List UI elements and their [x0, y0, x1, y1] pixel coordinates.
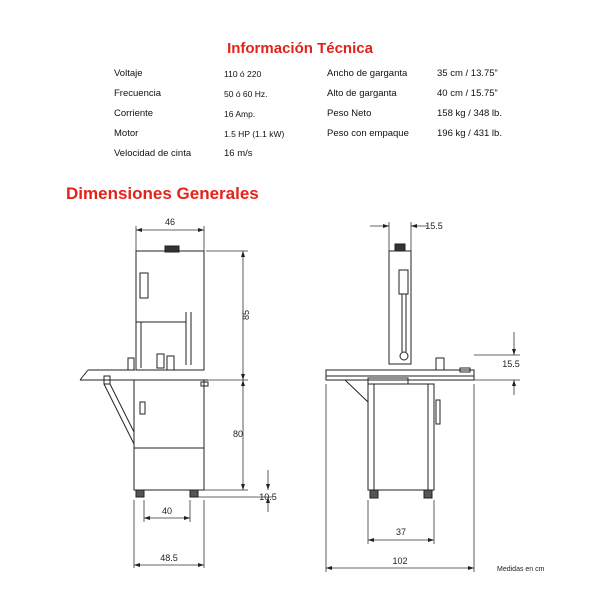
spec-throat-height-value: 40 cm / 15.75” — [437, 88, 498, 99]
spec-frequency-label: Frecuencia — [114, 88, 161, 99]
spec-net-weight-value: 158 kg / 348 lb. — [437, 108, 502, 119]
technical-info-title: Información Técnica — [227, 40, 373, 57]
units-note: Medidas en cm — [497, 566, 545, 573]
dim-front-table-height: 80 — [232, 429, 244, 439]
spec-voltage-label: Voltaje — [114, 68, 143, 79]
front-view-drawing — [80, 246, 208, 497]
dim-front-foot-height: 10.5 — [259, 492, 277, 502]
spec-current-label: Corriente — [114, 108, 154, 119]
spec-voltage-value: 110 ó 220 — [224, 69, 262, 79]
side-view-drawing — [326, 244, 474, 498]
dim-front-base-width: 40 — [161, 506, 173, 516]
dim-side-base-depth: 37 — [395, 527, 407, 537]
spec-current-value: 16 Amp. — [224, 109, 256, 119]
dim-side-top-depth: 15.5 — [425, 221, 443, 231]
spec-motor-label: Motor — [114, 128, 139, 139]
dim-front-top-width: 46 — [164, 217, 176, 227]
spec-throat-height-label: Alto de garganta — [327, 88, 397, 99]
dim-side-total-depth: 102 — [392, 556, 408, 566]
spec-frequency-value: 50 ó 60 Hz. — [224, 89, 268, 99]
dim-front-upper-height: 85 — [241, 309, 251, 321]
spec-belt-speed-value: 16 m/s — [224, 148, 253, 159]
spec-packed-weight-value: 196 kg / 431 lb. — [437, 128, 502, 139]
dimensions-title: Dimensiones Generales — [66, 184, 259, 203]
dim-front-total-width: 48.5 — [160, 553, 178, 563]
spec-throat-width-value: 35 cm / 13.75” — [437, 68, 498, 79]
spec-packed-weight-label: Peso con empaque — [327, 128, 409, 139]
spec-throat-width-label: Ancho de garganta — [327, 68, 408, 79]
dim-side-table-offset: 15.5 — [502, 359, 520, 369]
spec-motor-value: 1.5 HP (1.1 kW) — [224, 129, 285, 139]
spec-net-weight-label: Peso Neto — [327, 108, 372, 119]
spec-belt-speed-label: Velocidad de cinta — [114, 148, 192, 159]
